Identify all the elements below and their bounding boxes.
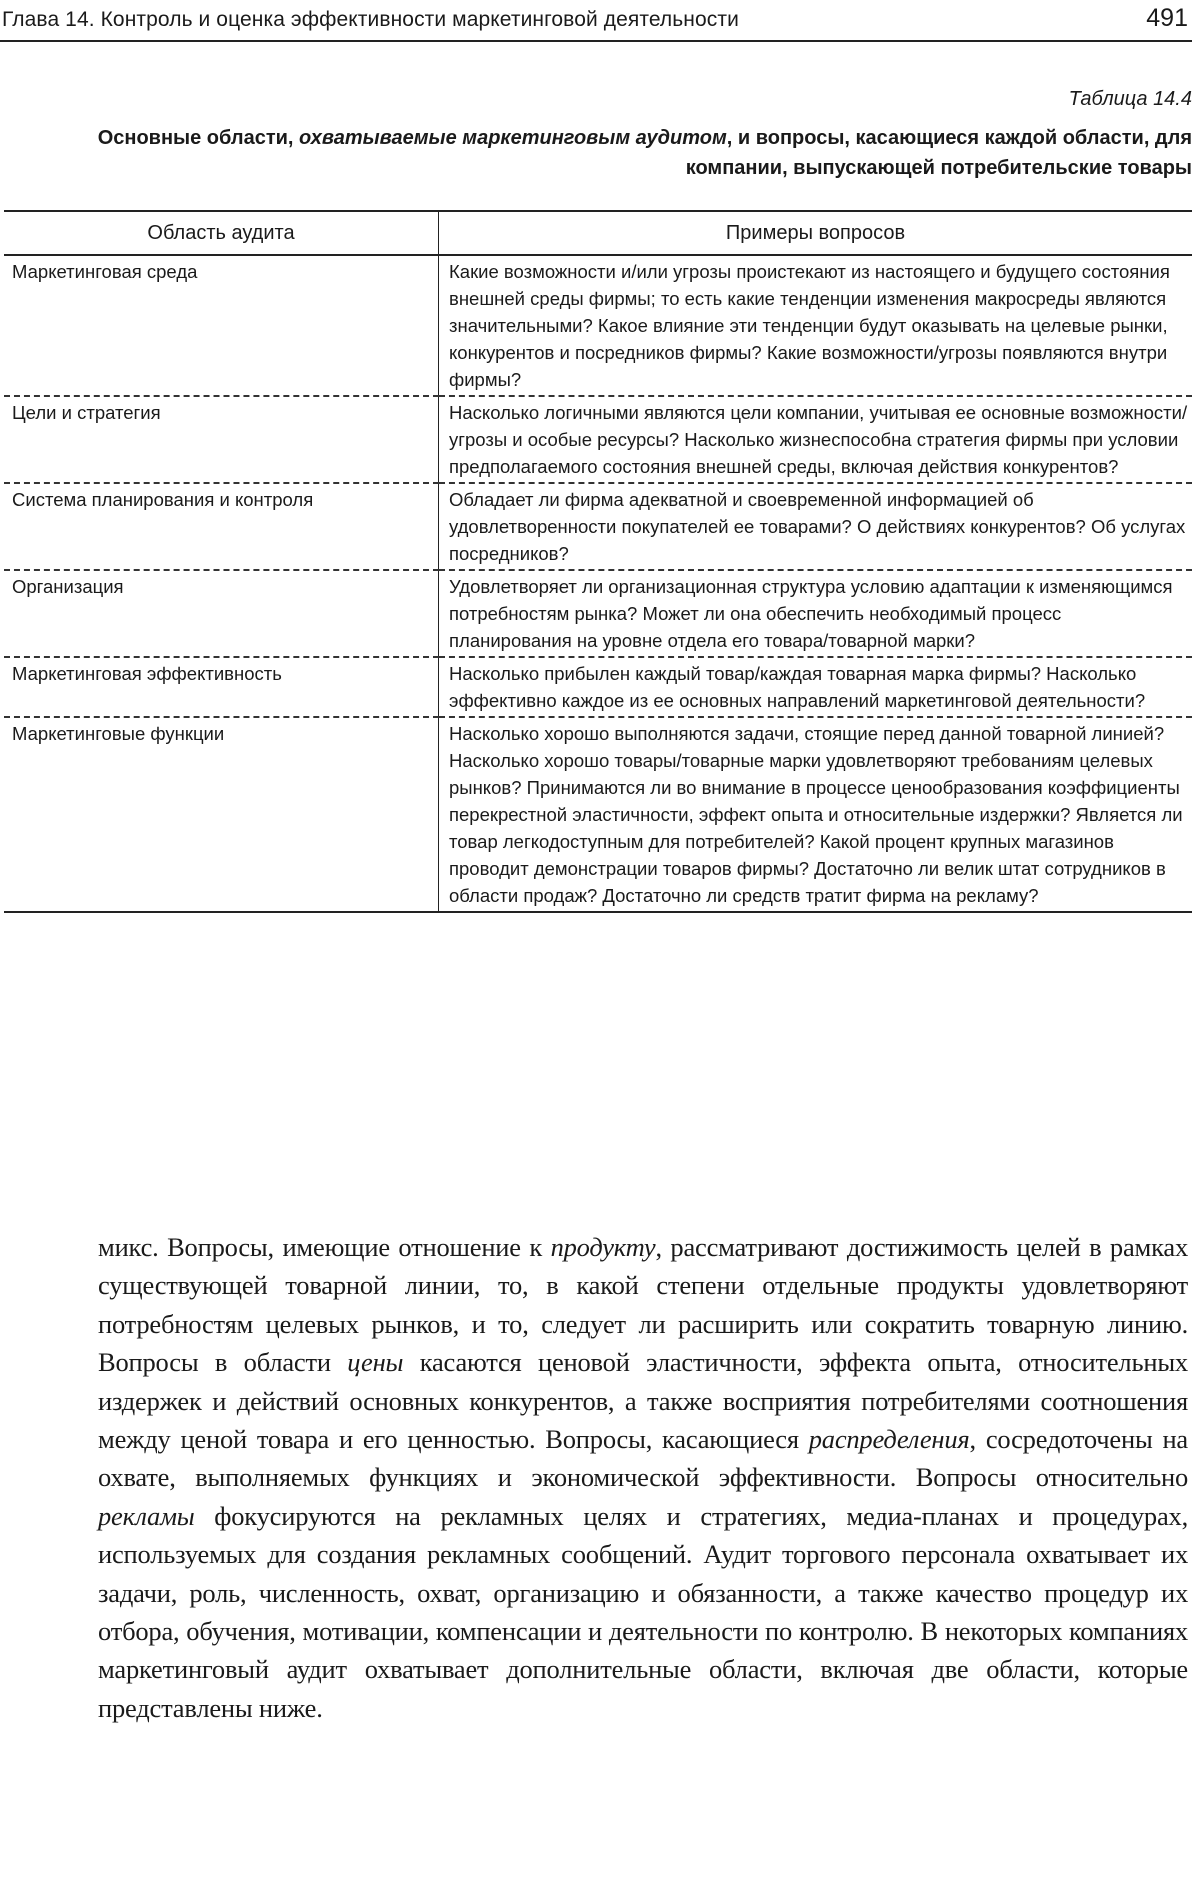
text-run: касаются ценовой эластичности, эффекта опыта, относительных издержек и действий основных конкурентов, а также восприятия потребителями соотношения между ценой товара и его ценностью. Вопросы, касающиеся	[98, 1347, 1188, 1455]
table-row	[4, 657, 1192, 717]
questions-cell: Насколько прибылен каждый товар/каждая товарная марка фирмы? Насколько эффективно каждое из ее основных направлений маркетинговой деятельности?	[439, 657, 1193, 717]
body-paragraph	[98, 1228, 1188, 1727]
area-cell: Маркетинговая эффективность	[4, 657, 439, 717]
table-label: Таблица 14.4	[1068, 88, 1192, 110]
emphasis-distribution: распределения	[808, 1424, 970, 1455]
area-cell: Система планирования и контроля	[4, 483, 439, 570]
area-cell: Цели и стратегия	[4, 396, 439, 483]
emphasis-product: продукту	[550, 1232, 656, 1262]
table-row	[4, 570, 1192, 657]
questions-cell: Обладает ли фирма адекватной и своевременной информацией об удовлетворенности покупателей ее товарами? О действиях конкурентов? Об услугах посредников?	[439, 483, 1193, 570]
emphasis-price: цены	[347, 1347, 404, 1378]
questions-cell: Какие возможности и/или угрозы проистекают из настоящего и будущего состояния внешней среды фирмы; то есть какие тенденции изменения макросреды являются значительными? Какое влияние эти тенденции будут оказывать на целевые рынки, конкурентов и посредников фирмы? Какие возможности/угрозы появляются внутри фирмы?	[439, 255, 1193, 396]
questions-cell: Удовлетворяет ли организационная структура условию адаптации к изменяющимся потребностям рынка? Может ли она обеспечить необходимый процесс планирования на уровне отдела его товара/товарной марки?	[439, 570, 1193, 657]
column-header-questions: Примеры вопросов	[439, 211, 1193, 255]
caption-part1: Основные области,	[97, 127, 300, 149]
text-run: , сосредоточены на охвате, выполняемых функциях и экономической эффективности. Вопросы относительно	[98, 1424, 1188, 1493]
text-run: фокусируются на рекламных целях и стратегиях, медиа-планах и процедурах, используемых для создания рекламных сообщений. Аудит торгового персонала охватывает их задачи, роль, численность, охват, организацию и обязанности, а также качество процедур их отбора, обучения, мотивации, компенсации и деятельности по контролю. В некоторых компаниях маркетинговый аудит охватывает дополнительные области, включая две области, которые представлены ниже.	[98, 1500, 1188, 1723]
area-cell: Маркетинговая среда	[4, 255, 439, 396]
running-header	[0, 4, 1192, 42]
caption-emphasis: охватываемые маркетинговым аудитом	[299, 127, 727, 149]
table-row	[4, 255, 1192, 396]
column-header-area: Область аудита	[4, 211, 439, 255]
text-run: , рассматривают достижимость целей в рамках существующей товарной линии, то, в какой степени отдельные продукты удовлетворяют потребностям целевых рынков, и то, следует ли расширить или сократить товарную линию. Вопросы в области	[98, 1232, 1188, 1378]
text-run: микс. Вопросы, имеющие отношение к	[98, 1232, 551, 1262]
area-cell: Маркетинговые функции	[4, 717, 439, 912]
paragraph-text	[98, 1228, 1188, 1727]
chapter-title: Глава 14. Контроль и оценка эффективности маркетинговой деятельности	[2, 8, 739, 31]
audit-table	[4, 210, 1192, 913]
table-header-row	[4, 211, 1192, 255]
questions-cell: Насколько логичными являются цели компании, учитывая ее основные возможности/угрозы и особые ресурсы? Насколько жизнеспособна стратегия фирмы при условии предполагаемого состояния внешней среды, включая действия конкурентов?	[439, 396, 1193, 483]
caption-part2: , и вопросы, касающиеся каждой области, для компании, выпускающей потребительские товары	[685, 127, 1192, 179]
emphasis-advertising: рекламы	[98, 1500, 195, 1531]
table-row	[4, 396, 1192, 483]
table-row	[4, 717, 1192, 912]
table-caption	[12, 123, 1192, 183]
page-number: 491	[1146, 4, 1188, 32]
table-row	[4, 483, 1192, 570]
area-cell: Организация	[4, 570, 439, 657]
questions-cell: Насколько хорошо выполняются задачи, стоящие перед данной товарной линией? Насколько хорошо товары/товарные марки удовлетворяют требованиям целевых рынков? Принимаются ли во внимание в процессе ценообразования коэффициенты перекрестной эластичности, эффект опыта и относительные издержки? Является ли товар легкодоступным для потребителей? Какой процент крупных магазинов проводит демонстрации товаров фирмы? Достаточно ли велик штат сотрудников в области продаж? Достаточно ли средств тратит фирма на рекламу?	[439, 717, 1193, 912]
